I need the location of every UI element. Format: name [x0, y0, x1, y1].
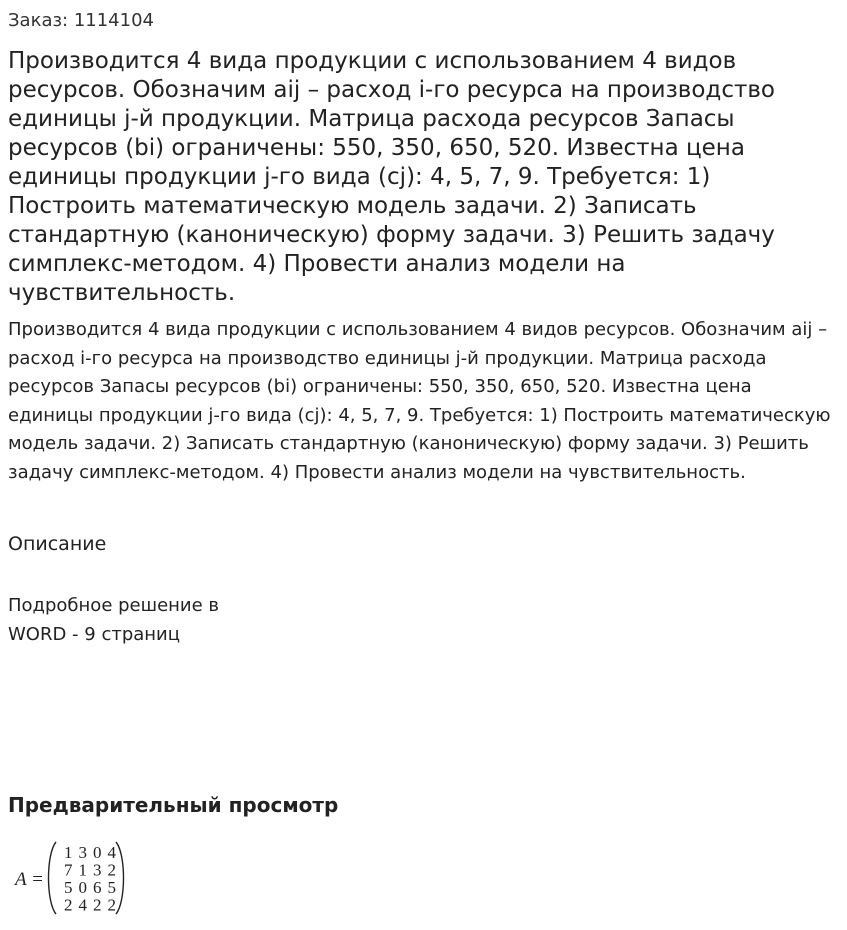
matrix-cell: 4 — [78, 895, 87, 915]
matrix-cell: 3 — [93, 860, 102, 880]
preview-heading: Предварительный просмотр — [8, 793, 339, 817]
matrix-right-bracket — [116, 842, 124, 914]
matrix-cell: 2 — [107, 860, 116, 880]
matrix-cell: 0 — [93, 843, 102, 862]
matrix-cell: 2 — [93, 895, 102, 915]
task-title: Производится 4 вида продукции с использованием 4 видов ресурсов. Обозначим aij – расход i-го ресурса на производство единицы j-й продукции. Матрица расхода ресурсов Запасы ресурсов (bi) ограничены: 550, 350, 650, 520. Известна цена единицы продукции j-го вида (cj): 4, 5, 7, 9. Требуется: 1) Построить математическую модель задачи. 2) Записать стандартную (каноническую) форму задачи. 3) Решить задачу симплекс-методом. 4) Провести анализ модели на чувствительность. — [8, 48, 775, 306]
matrix-label: A = — [15, 869, 44, 890]
matrix-cell: 1 — [64, 843, 73, 862]
matrix-cell: 5 — [64, 878, 73, 897]
matrix-cell: 0 — [78, 878, 87, 897]
matrix-cell: 4 — [107, 843, 116, 862]
matrix-cell: 2 — [64, 895, 73, 915]
matrix-cell: 2 — [107, 895, 116, 915]
matrix-preview-image — [12, 836, 132, 920]
matrix-cell: 6 — [93, 878, 102, 897]
matrix-cell: 5 — [107, 878, 116, 897]
description-text: Подробное решение в WORD - 9 страниц — [8, 595, 220, 645]
matrix-left-bracket — [49, 842, 57, 914]
description-heading: Описание — [8, 533, 107, 555]
matrix-cell: 7 — [64, 860, 73, 880]
matrix-cell: 3 — [78, 843, 87, 862]
order-number: Заказ: 1114104 — [8, 10, 154, 31]
matrix-cell: 1 — [78, 860, 87, 880]
task-description: Производится 4 вида продукции с использованием 4 видов ресурсов. Обозначим aij – расход i-го ресурса на производство единицы j-й продукции. Матрица расхода ресурсов Запасы ресурсов (bi) ограничены: 550, 350, 650, 520. Известна цена единицы продукции j-го вида (cj): 4, 5, 7, 9. Требуется: 1) Построить математическую модель задачи. 2) Записать стандартную (каноническую) форму задачи. 3) Решить задачу симплекс-методом. 4) Провести анализ модели на чувствительность. — [8, 319, 831, 483]
